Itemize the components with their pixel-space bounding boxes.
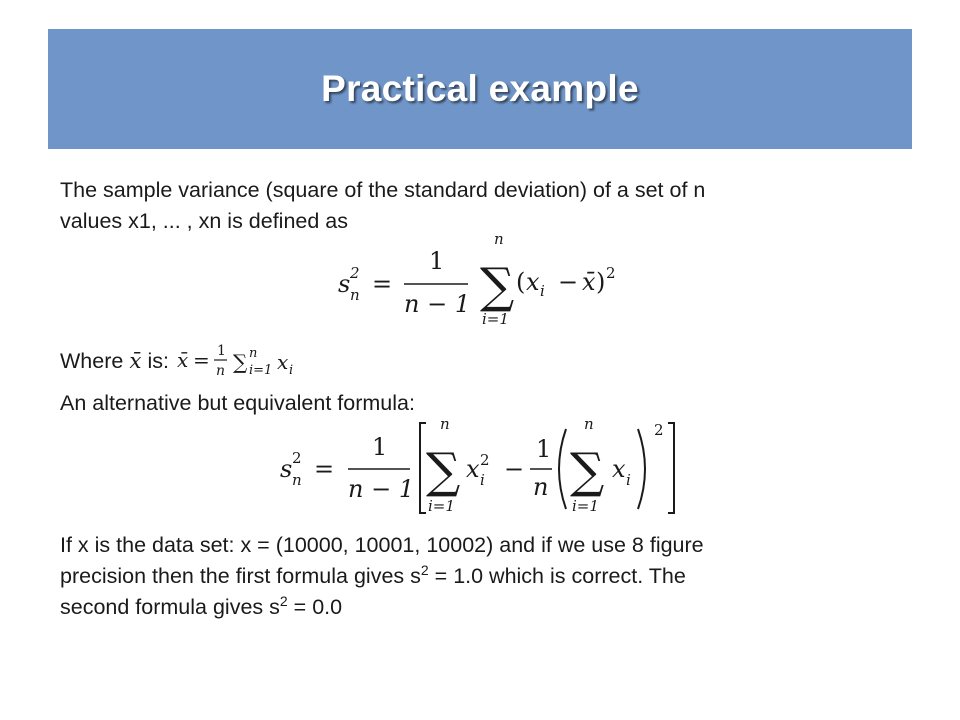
intro-line-2: values x1, ... , xn is defined as — [60, 209, 349, 233]
f1-sigma-top: n — [494, 230, 504, 248]
f2-minus: − — [504, 455, 525, 483]
f2-sigma-2-bottom: i=1 — [572, 497, 599, 515]
page-title: Practical example — [321, 68, 639, 109]
f2-sigma-1: ∑ — [426, 443, 461, 499]
f1-sigma: ∑ — [480, 258, 515, 314]
f2-inner-denominator: n — [533, 473, 549, 501]
example-paragraph — [60, 530, 880, 623]
f1-x: x — [526, 268, 540, 296]
f2-close-paren — [638, 429, 645, 509]
f2-s: s — [280, 455, 293, 483]
where-label: Where — [60, 348, 124, 373]
f2-close-bracket — [668, 423, 674, 513]
f2-x-1-sup: 2 — [480, 451, 490, 469]
f1-eq: = — [372, 270, 393, 298]
example-line-3 — [60, 592, 880, 623]
f2-x-2-sub: i — [626, 471, 631, 489]
mean-denominator: n — [215, 363, 225, 379]
f1-sigma-bottom: i=1 — [482, 310, 509, 328]
f2-s-sup: 2 — [292, 449, 302, 467]
f2-x-2: x — [612, 455, 626, 483]
f2-denominator: n − 1 — [348, 475, 415, 503]
f1-close-paren: ) — [596, 268, 606, 296]
example-line-1: If x is the data set: x = (10000, 10001, 10002) and if we use 8 figure — [60, 533, 704, 557]
f1-square: 2 — [606, 264, 616, 282]
f1-minus: − — [558, 268, 579, 296]
f1-denominator: n − 1 — [404, 290, 471, 318]
example-line-3-sup: 2 — [279, 593, 288, 609]
f1-xbar: x̄ — [582, 268, 596, 296]
f2-sigma-1-bottom: i=1 — [428, 497, 455, 515]
f1-open-paren: ( — [516, 268, 526, 296]
f2-sigma-1-top: n — [440, 415, 450, 433]
where-is: is: — [147, 348, 169, 373]
f1-numerator: 1 — [429, 247, 445, 275]
f2-open-paren — [559, 429, 566, 509]
f2-x-1-sub: i — [480, 471, 485, 489]
f1-s-sup: 2 — [350, 264, 360, 282]
f2-numerator: 1 — [372, 433, 388, 461]
example-line-2-sup: 2 — [420, 562, 429, 578]
example-line-2-pre: precision then the first formula gives s — [60, 564, 421, 588]
f2-s-sub: n — [292, 471, 302, 489]
mean-eq: = — [192, 348, 210, 372]
f2-eq: = — [314, 455, 335, 483]
f2-sigma-2: ∑ — [570, 443, 605, 499]
f2-inner-numerator: 1 — [536, 435, 552, 463]
f2-sigma-2-top: n — [584, 415, 594, 433]
alternative-line: An alternative but equivalent formula: — [60, 391, 415, 415]
mean-sigma-top: n — [248, 346, 258, 361]
example-line-2-post: = 1.0 which is correct. The — [428, 564, 686, 588]
f2-outer-square: 2 — [654, 421, 664, 439]
f1-s-sub: n — [350, 286, 360, 304]
where-line — [60, 341, 880, 381]
mean-sigma-bottom: i=1 — [248, 363, 273, 378]
intro-paragraph — [60, 175, 880, 237]
formula-sample-variance — [330, 232, 650, 332]
example-line-3-pre: second formula gives s — [60, 595, 280, 619]
mean-x-sub: i — [288, 363, 294, 378]
f1-s: s — [338, 270, 351, 298]
title-bar — [48, 29, 912, 149]
formula-mean — [177, 341, 317, 381]
mean-x: x — [276, 350, 289, 374]
formula-alternative-variance — [280, 415, 700, 520]
mean-xbar: x̄ — [176, 348, 189, 372]
example-line-3-post: = 0.0 — [287, 595, 343, 619]
f1-x-sub: i — [540, 282, 545, 300]
mean-numerator: 1 — [216, 343, 226, 359]
mean-sigma: ∑ — [232, 350, 248, 374]
intro-line-1: The sample variance (square of the standard deviation) of a set of n — [60, 178, 706, 202]
example-line-2 — [60, 561, 880, 592]
where-xbar: x̄ — [129, 348, 142, 374]
f2-x-1: x — [466, 455, 480, 483]
